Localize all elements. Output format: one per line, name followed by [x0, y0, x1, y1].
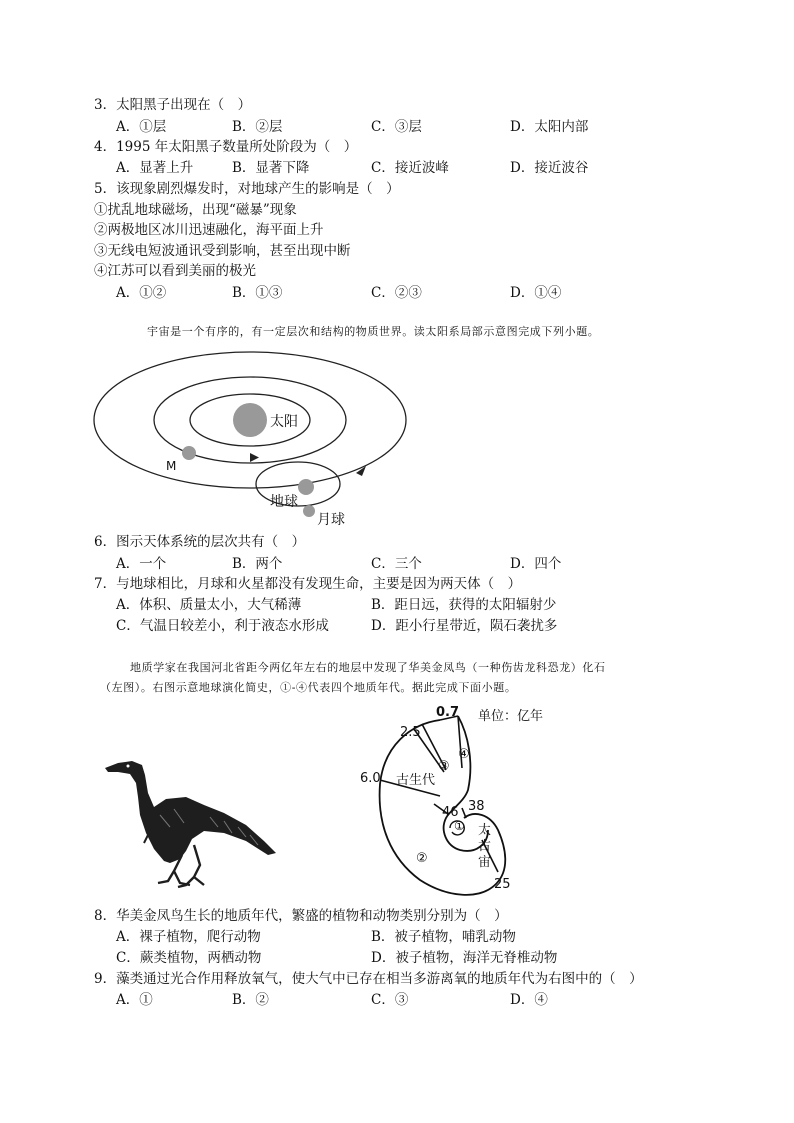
- label-6-0: 6.0: [360, 771, 381, 786]
- dinosaur-eye: [127, 765, 130, 768]
- q6-option-d[interactable]: D．四个: [510, 556, 562, 572]
- archean-label-1: 太: [478, 823, 492, 838]
- archean-label-2: 古: [478, 839, 492, 854]
- dinosaur-fossil-illustration: [100, 755, 285, 890]
- q4-stem: 4．1995 年太阳黑子数量所处阶段为（ ）: [94, 139, 358, 155]
- q7-option-a[interactable]: A．体积、质量太小，大气稀薄: [116, 597, 302, 613]
- q7-option-b[interactable]: B．距日远，获得的太阳辐射少: [371, 597, 557, 613]
- moon-body: [303, 505, 315, 517]
- label-46: 46: [442, 805, 459, 820]
- q8-option-d[interactable]: D．被子植物，海洋无脊椎动物: [371, 950, 558, 966]
- q9-stem: 9．藻类通过光合作用释放氧气，使大气中已存在相当多游离氧的地质年代为右图中的（ ）: [94, 971, 643, 987]
- label-2-5: 2.5: [400, 725, 421, 740]
- earth-body: [298, 479, 314, 495]
- q5-statement-4: ④江苏可以看到美丽的极光: [94, 263, 256, 279]
- q3-option-a[interactable]: A．①层: [116, 119, 167, 135]
- label-0-7: 0.7: [436, 705, 460, 720]
- q8-option-c[interactable]: C．蕨类植物，两栖动物: [116, 950, 262, 966]
- label-25: 25: [494, 877, 511, 892]
- q3-stem: 3．太阳黑子出现在（ ）: [94, 97, 252, 113]
- moon-label: 月球: [317, 512, 345, 528]
- q6-option-c[interactable]: C．三个: [371, 556, 422, 572]
- solar-system-diagram: [90, 350, 420, 530]
- orbit-arrow-middle: [250, 453, 259, 462]
- passage-fossil-line2: （左图）。右图示意地球演化简史，①-④代表四个地质年代。据此完成下面小题。: [100, 681, 517, 694]
- era-3-label: ③: [438, 759, 450, 774]
- planet-m-label: M: [166, 459, 177, 473]
- q9-option-a[interactable]: A．①: [116, 992, 153, 1008]
- label-38: 38: [468, 799, 485, 814]
- q7-stem: 7．与地球相比，月球和火星都没有发现生命，主要是因为两天体（ ）: [94, 576, 522, 592]
- q4-option-c[interactable]: C．接近波峰: [371, 160, 449, 176]
- q5-statement-1: ①扰乱地球磁场，出现“磁暴”现象: [94, 202, 297, 218]
- q8-option-a[interactable]: A．裸子植物，爬行动物: [116, 929, 261, 945]
- q3-option-b[interactable]: B．②层: [232, 119, 283, 135]
- q3-option-d[interactable]: D．太阳内部: [510, 119, 589, 135]
- q9-option-c[interactable]: C．③: [371, 992, 409, 1008]
- q3-option-c[interactable]: C．③层: [371, 119, 422, 135]
- archean-label-3: 宙: [478, 855, 492, 870]
- earth-moon-system-orbit: [256, 462, 340, 506]
- q6-option-a[interactable]: A．一个: [116, 556, 167, 572]
- q5-option-a[interactable]: A．①②: [116, 285, 167, 301]
- q4-option-d[interactable]: D．接近波谷: [510, 160, 589, 176]
- era-2-label: ②: [416, 851, 428, 866]
- q4-option-a[interactable]: A．显著上升: [116, 160, 194, 176]
- era-1-label: ①: [454, 819, 465, 833]
- q5-option-c[interactable]: C．②③: [371, 285, 422, 301]
- q5-statement-2: ②两极地区冰川迅速融化，海平面上升: [94, 222, 324, 238]
- q9-option-b[interactable]: B．②: [232, 992, 269, 1008]
- sun-label: 太阳: [270, 414, 298, 430]
- q8-option-b[interactable]: B．被子植物，哺乳动物: [371, 929, 516, 945]
- q8-stem: 8．华美金凤鸟生长的地质年代，繁盛的植物和动物类别分别为（ ）: [94, 908, 508, 924]
- era-divider-38: [462, 808, 466, 818]
- era-paleozoic-label: 古生代: [396, 773, 436, 788]
- unit-label: 单位：亿年: [478, 709, 544, 724]
- q6-stem: 6．图示天体系统的层次共有（ ）: [94, 534, 306, 550]
- planet-m-body: [182, 446, 196, 460]
- q6-option-b[interactable]: B．两个: [232, 556, 283, 572]
- q5-stem: 5．该现象剧烈爆发时，对地球产生的影响是（ ）: [94, 181, 400, 197]
- q5-statement-3: ③无线电短波通讯受到影响，甚至出现中断: [94, 243, 351, 259]
- dinosaur-silhouette: [105, 761, 276, 863]
- q7-option-d[interactable]: D．距小行星带近，陨石袭扰多: [371, 618, 558, 634]
- sun-body: [233, 403, 267, 437]
- passage-solar-system: 宇宙是一个有序的，有一定层次和结构的物质世界。读太阳系局部示意图完成下列小题。: [147, 325, 600, 338]
- geologic-time-spiral-diagram: [350, 700, 570, 900]
- q5-option-b[interactable]: B．①③: [232, 285, 283, 301]
- earth-label: 地球: [270, 494, 298, 510]
- q4-option-b[interactable]: B．显著下降: [232, 160, 310, 176]
- q5-option-d[interactable]: D．①④: [510, 285, 562, 301]
- q7-option-c[interactable]: C．气温日较差小，利于液态水形成: [116, 618, 329, 634]
- era-4-label: ④: [458, 747, 470, 762]
- q9-option-d[interactable]: D．④: [510, 992, 548, 1008]
- passage-fossil-line1: 地质学家在我国河北省距今两亿年左右的地层中发现了华美金凤鸟（一种伤齿龙科恐龙）化石: [130, 661, 606, 674]
